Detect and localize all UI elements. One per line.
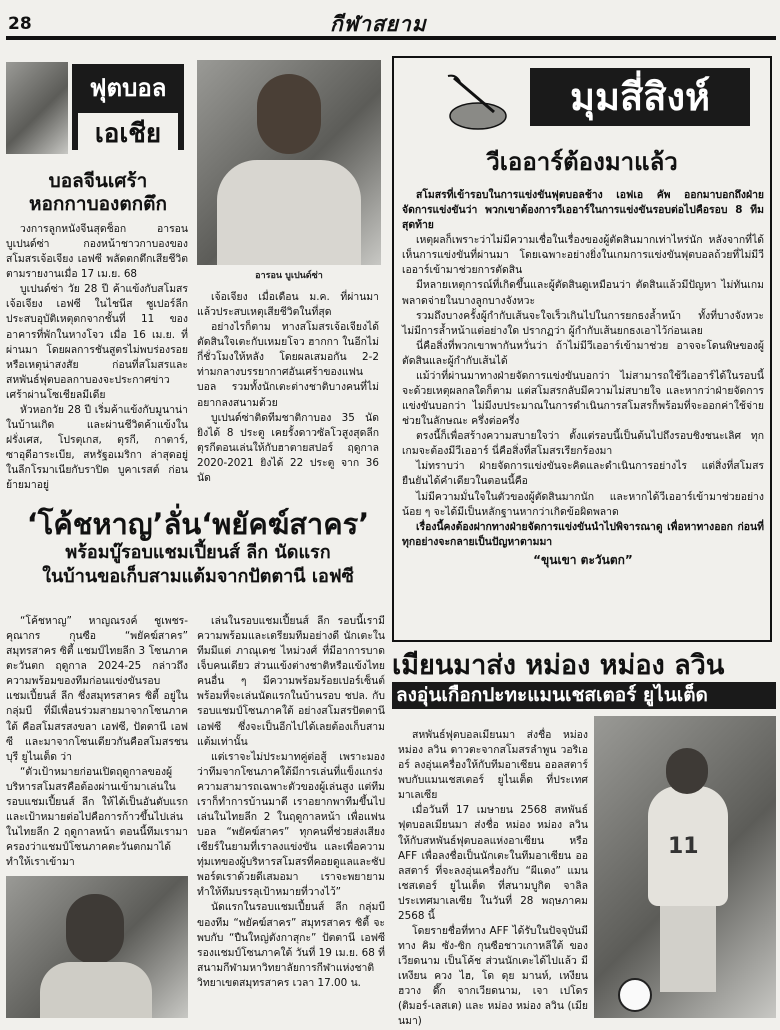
asia-column-1 xyxy=(6,222,188,502)
column-title: มุมสี่สิงห์ xyxy=(530,68,750,126)
paragraph: บูเปนด์ซ่า วัย 28 ปี ค้าแข้งกับสโมสรเจ้อเจียง เอฟซี ในไชนีส ซูเปอร์ลีก ประสบอุบัติเหตุตกจากชั้นที่ 11 ของอาคารที่พักในหางโจว เมื่อ 16 เม.ย. ที่ผ่านมา โดยผลการชันสูตรไม่พบร่องรอยหรือเหตุน่าสงสัย ก่อนที่สโมสรและสหพันธ์ฟุตบอลกาบองจะประกาศข่าวเศร้าผ่านโซเชียลมีเดีย xyxy=(6,283,188,401)
coach-headline-line3: ในบ้านขอเก็บสามแต้มจากปัตตานี เอฟซี xyxy=(42,565,354,587)
section-label-box xyxy=(72,64,184,150)
pen-ink-icon xyxy=(446,74,516,132)
page-header xyxy=(0,0,780,40)
paragraph: โดยรายชื่อที่ทาง AFF ได้รับในปัจจุบันมีทาง คิม ซัง-ซิก กุนซือชาวเกาหลีใต้ ของเวียดนาม เป็นโค้ช ส่วนนักเตะได้ไปแล้ว มี เหงียน ควง ไฮ, โด ดุย มานห์, เหงียน ฮวาง ดึ๊ก จากเวียดนาม, เจา เปโดร (ติมอร์-เลสเต) และ หม่อง หม่อง ลวิน (เมียนมา) xyxy=(398,925,588,1028)
coach-figure xyxy=(66,894,124,964)
paragraph: นัดแรกในรอบแชมเปี้ยนส์ ลีก กลุ่มบี ของทีม “พยัคฆ์สาคร” สมุทรสาคร ซิตี้ จะพบกับ “ปืนใหญ่ตังกาสุกะ” ปัตตานี เอฟซี รองแชมป์โซนภาคใต้ วันที่ 19 เม.ย. 68 ที่สนามกีฬามหาวิทยาลัยการกีฬาแห่งชาติ วิทยาเขตสมุทรสาคร เวลา 17.00 น. xyxy=(197,901,385,989)
paragraph: หัวหอกวัย 28 ปี เริ่มค้าแข้งกับมูนาน่าในบ้านเกิด และผ่านชีวิตค้าแข้งในฝรั่งเศส, โปรตุเกส, ตุรกี, กาตาร์, ซาอุดีอาระเบีย, สหรัฐอเมริกา ล่าสุดอยู่ในลีกโรมาเนียกับราปิด บูคาเรสต์ ก่อนย้ายมาอยู่ xyxy=(6,403,188,492)
paragraph: “โค้ชหาญ” หาญณรงค์ ชูเพชร-คุณากร กุนซือ “พยัคฆ์สาคร” สมุทรสาคร ซิตี้ แชมป์ไทยลีก 3 โซนภาคตะวันตก ฤดูกาล 2024-25 กล่าวถึงความพร้อมของทีมก่อนแข่งขันรอบแชมเปี้ยนส์ ลีก ซึ่งสมุทรสาคร ซิตี้ อยู่ในกลุ่มบี ที่มีเพื่อนร่วมสายมาจากโซนภาคใต้ คือสโมสรสงขลา เอฟซี, ปัตตานี เอฟซี และมาจากโซนเดียวกันคือสโมสรชนบุรี ยูไนเต็ด ว่า xyxy=(6,615,188,763)
paragraph: วงการลูกหนังจีนสุดช็อก อารอน บูเปนด์ซ่า กองหน้าชาวกาบองของสโมสรเจ้อเจียง เอฟซี พลัดตกตึกเสียชีวิต ตามรายงานเมื่อ 17 เม.ย. 68 xyxy=(6,223,188,281)
myanmar-headline-line2: ลงอุ่นเกือกปะทะแมนเชสเตอร์ ยูไนเต็ด xyxy=(392,682,776,709)
paragraph: แม้ว่าที่ผ่านมาทางฝ่ายจัดการแข่งขันบอกว่า ไม่สามารถใช้วีเออาร์ได้ในรอบนี้ จะด้วยเหตุผลกลใดก็ตาม แต่สโมสรกลับมีความไม่สบายใจ และหากว่าฝ่ายจัดการแข่งขันบอกว่า ไม่มีงบประมาณในการดำเนินการสโมสรก็พร้อมที่จะออกค่าใช้จ่ายช่วยในลักษณะ ครึ่งต่อครึ่ง xyxy=(402,369,764,428)
coach-headline-line1 xyxy=(6,508,390,541)
paragraph: สหพันธ์ฟุตบอลเมียนมา ส่งชื่อ หม่อง หม่อง ลวิน ดาวตะจากสโมสรลำพูน วอริเออร์ ลงอุ่นเครื่องให้กับทีมอาเซียน ออลสตาร์ พบกับแมนเชสเตอร์ ยูไนเต็ด ที่ประเทศมาเลเซีย xyxy=(398,729,588,802)
myanmar-headline-line1: เมียนมาส่ง หม่อง หม่อง ลวิน xyxy=(392,650,725,681)
coach-photo xyxy=(6,876,188,1018)
page-number: 28 xyxy=(8,14,32,34)
asia-headline-line2: หอกกาบองตกตึก xyxy=(28,192,168,215)
head-shape xyxy=(257,74,321,154)
coach-headline-part-a: ‘โค้ชหาญ’ xyxy=(26,507,164,541)
section-label-line1: ฟุตบอล xyxy=(89,74,167,102)
column-byline: “ขุนเขา ตะวันตก” xyxy=(533,552,633,567)
myanmar-body xyxy=(398,728,588,1028)
paragraph: บูเปนด์ซ่าติดทีมชาติกาบอง 35 นัด ยิงได้ 8 ประตู เคยรั้งดาวซัลโวสูงสุดลีกตุรกีตอนเล่นให้กับฮาตายสปอร์ ฤดูกาล 2020-2021 ยิงได้ 22 ประตู จาก 36 นัด xyxy=(197,411,379,484)
paragraph: ไม่มีความมั่นใจในตัวของผู้ตัดสินมากนัก และหากได้วีเออาร์เข้ามาช่วยอย่างน้อย ๆ จะได้มีเป็นหลักฐานหากว่าเกิดข้อผิดพลาด xyxy=(402,490,764,518)
coach-shirt xyxy=(40,962,152,1018)
opinion-column-box xyxy=(392,56,772,642)
column-headline: วีเออาร์ต้องมาแล้ว xyxy=(486,148,678,176)
paragraph: เล่นในรอบแชมเปี้ยนส์ ลีก รอบนี้เรามีความพร้อมและเตรียมทีมอย่างดี นักเตะในทีมมีแต่ ภาณุเดช ไหม่วงศ์ ที่มีอาการบาดเจ็บคนเดียว ส่วนแข้งต่างชาติหรือแข้งไทยคนอื่น ๆ มีความพร้อมร้อยเปอร์เซ็นต์ พร้อมที่จะเล่นนัดแรกในบ้านรอบ ชปล. กับรอบแชมป์โซนภาคใต้ อย่างสโมสรปัตตานี เอฟซี ซึ่งจะเป็นอีกไปได้เลยต้องเก็บสามแต้มเท่านั้น xyxy=(197,615,385,748)
coach-headline-part-b: ลั่น xyxy=(163,507,202,541)
column-lead: สโมสรที่เข้ารอบในการแข่งขันฟุตบอลช้าง เอฟเอ คัพ ออกมาบอกถึงฝ่ายจัดการแข่งขันว่า พวกเขาต้องการวีเออาร์ในการแข่งขันรอบต่อไปคือรอบ 8 ทีมสุดท้าย xyxy=(402,189,764,232)
thumbnail-photo xyxy=(6,62,68,154)
coach-column-1 xyxy=(6,614,188,868)
paragraph: “ตัวเป้าหมายก่อนเปิดฤดูกาลของผู้บริหารสโมสรคือต้องผ่านเข้ามาเล่นในรอบแชมเปี้ยนส์ ลีก ให้ได้เป็นอันดับแรก และเป้าหมายต่อไปคือการก้าวขึ้นไปเล่นในไทยลีก 2 ฤดูกาลหน้า ตอนนี้ทีมเรามาครองว่าแชมป์โซนภาคตะวันตกมาได้ ทำให้เราเข้ามา xyxy=(6,765,188,869)
football xyxy=(618,978,652,1012)
player-head xyxy=(666,748,708,794)
section-label-line2: เอเชีย xyxy=(78,113,178,154)
column-closing: เรื่องนี้คงต้องฝากทางฝ่ายจัดการแข่งขันนำไปพิจารณาดู เพื่อหาทางออก ก่อนที่ทุกอย่างจะกลายเป็นปัญหาตามมา xyxy=(402,520,764,548)
paragraph: รวมถึงบางครั้งผู้กำกับเส้นจะใจเร็วเกินไปในการยกธงล้ำหน้า ทั้งที่บางจังหวะไม่มีการล้ำหน้าแต่อย่างใด ปรากฏว่า ผู้กำกับเส้นยกธงเอาไว้ก่อนเลย xyxy=(402,309,764,337)
paragraph: เจ้อเจียง เมื่อเดือน ม.ค. ที่ผ่านมา แล้วประสบเหตุเสียชีวิตในที่สุด xyxy=(197,291,379,319)
player-photo xyxy=(197,60,381,265)
paragraph: เมื่อวันที่ 17 เมษายน 2568 สหพันธ์ฟุตบอลเมียนมา ส่งชื่อ หม่อง หม่อง ลวิน ให้กับสหพันธ์ฟุตบอลแห่งอาเซียน หรือ AFF เพื่อลงชื่อเป็นนักเตะในทีมอาเซียน ออลสตาร์ ที่จะลงอุ่นเครื่องกับ “ผีแดง” แมนเชสเตอร์ ยูไนเต็ด ที่สนามบูกิต จาลิล ประเทศมาเลเซีย ในวันที่ 28 พฤษภาคม 2568 นี้ xyxy=(398,804,588,922)
coach-headline xyxy=(6,508,390,588)
paragraph: ตรงนี้ก็เพื่อสร้างความสบายใจว่า ตั้งแต่รอบนี้เป็นต้นไปถึงรอบชิงชนะเลิศ ทุกเกมจะต้องมีวีเออาร์ นี่คือสิ่งที่สโมสรเรียกร้องมา xyxy=(402,430,764,458)
paragraph: อย่างไรก็ตาม ทางสโมสรเจ้อเจียงได้ตัดสินใจเตะกับเหมยโจว ฮากกา ในอีกไม่กี่ชั่วโมงให้หลัง โดยผลเสมอกัน 2-2 ท่ามกลางบรรยากาศอันเศร้าของแฟนบอล รวมทั้งนักเตะต่างชาติบางคนที่ไม่อยากลงสนามด้วย xyxy=(197,321,379,409)
paragraph: มีหลายเหตุการณ์ที่เกิดขึ้นและผู้ตัดสินดูเหมือนว่า ตัดสินแล้วมีปัญหา ไม่ทันเกม พลาดจ่ายในบางลูกบางจังหวะ xyxy=(402,279,764,307)
asia-headline-line1: บอลจีนเศร้า xyxy=(48,170,148,192)
asia-headline xyxy=(6,170,190,216)
paragraph: แต่เราจะไม่ประมาทคู่ต่อสู้ เพราะมองว่าทีมจากโซนภาคใต้มีการเล่นที่แข็งแกร่ง ความสามารถเฉพาะตัวของผู้เล่นสูง แต่ทีมเราก็ทำการบ้านมาดี เราอยากพาทีมขึ้นไปเล่นในไทยลีก 2 ในฤดูกาลหน้า เพื่อแฟนบอล “พยัคฆ์สาคร” ทุกคนที่ช่วยส่งเสียงเชียร์ในยามที่เราลงแข่งขัน และเพื่อความทุ่มเทของผู้บริหารสโมสรที่คอยดูแลและซัปพอร์ตเราด้วยดีเสมอมา เราจะพยายามทำให้ทีมบรรลุเป้าหมายที่วางไว้” xyxy=(197,750,385,899)
jersey-shape xyxy=(217,160,361,265)
jersey-number: 11 xyxy=(668,834,699,859)
asia-column-2 xyxy=(197,290,379,502)
coach-column-2 xyxy=(197,614,385,1018)
player-legs xyxy=(660,906,716,992)
paragraph: นี่คือสิ่งที่พวกเขาพากันหวั่นว่า ถ้าไม่มีวีเออาร์เข้ามาช่วย อาจจะโดนพิษของผู้ตัดสินและผู้กำกับเส้นได้ xyxy=(402,339,764,367)
paragraph: เหตุผลก็เพราะว่าไม่มีความเชื่อในเรื่องของผู้ตัดสินมากเท่าไหร่นัก หลังจากที่ได้เห็นการแข่งขันที่ผ่านมา โดยเฉพาะอย่างยิ่งในเกมการแข่งขันฟุตบอลถ้วยที่ไม่มีวีเออาร์เข้ามาช่วยการตัดสิน xyxy=(402,234,764,277)
paragraph: ไม่ทราบว่า ฝ่ายจัดการแข่งขันจะคิดและดำเนินการอย่างไร แต่สิ่งที่สโมสรยืนยันได้คำเดียวในตอนนี้คือ xyxy=(402,460,764,488)
masthead: กีฬาสยาม xyxy=(330,12,427,36)
column-body xyxy=(402,188,764,638)
header-rule xyxy=(6,36,776,40)
myanmar-headline xyxy=(392,650,776,709)
myanmar-player-photo xyxy=(594,716,776,1018)
coach-headline-part-c: ‘พยัคฆ์สาคร’ xyxy=(201,507,370,541)
coach-headline-line2: พร้อมบู๊รอบแชมเปี้ยนส์ ลีก นัดแรก xyxy=(65,542,331,564)
photo-caption: อารอน บูเปนด์ซ่า xyxy=(255,271,323,281)
